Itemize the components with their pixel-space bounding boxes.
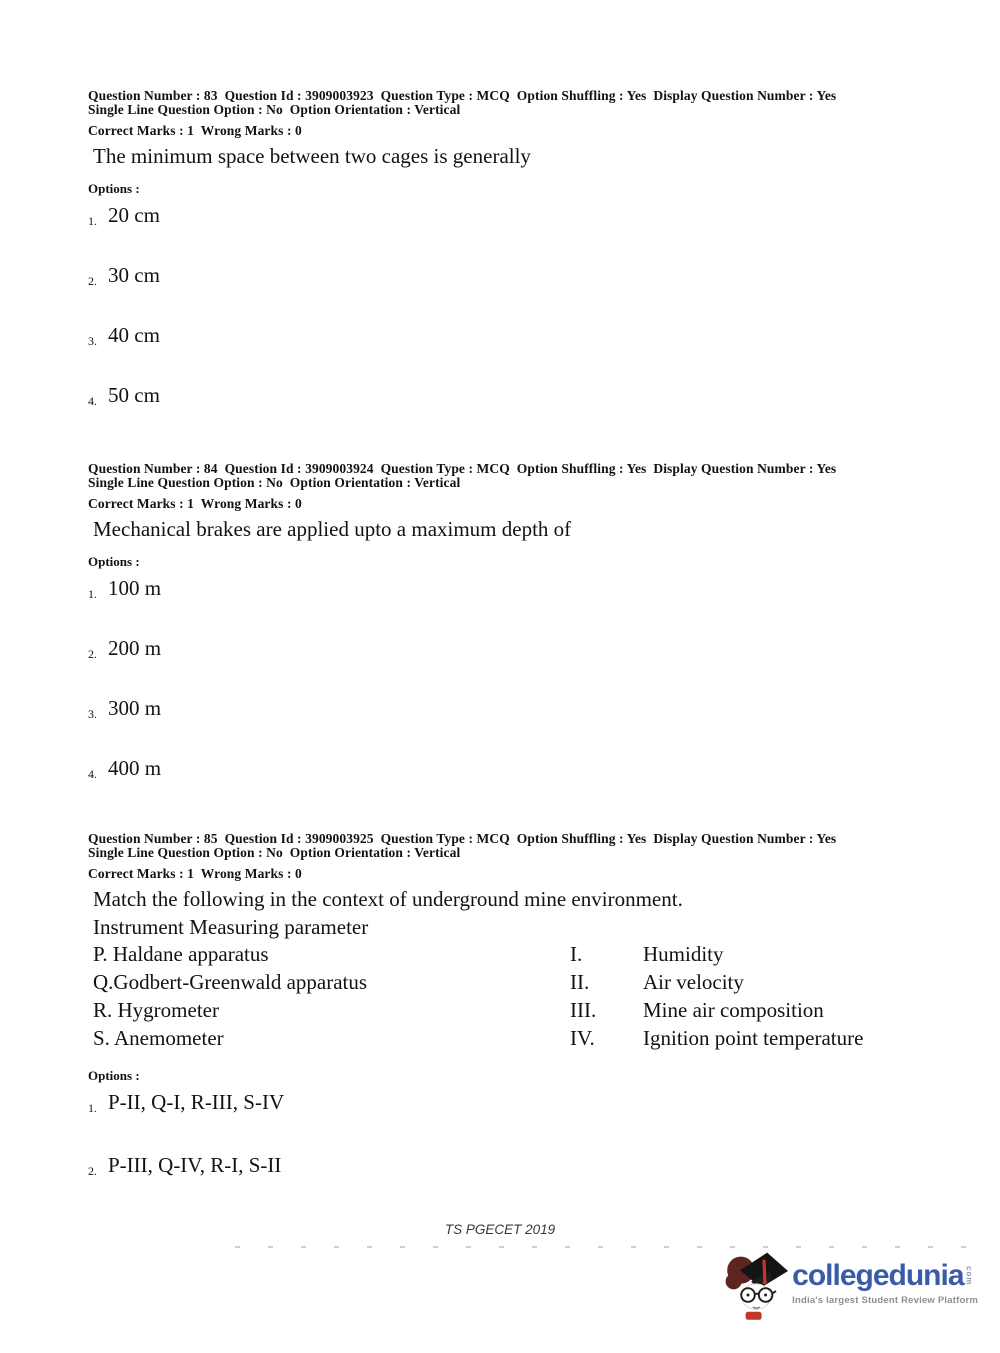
question-block-85 [88, 832, 940, 1179]
option-text: 200 m [108, 636, 162, 660]
logo-text-block [792, 1260, 978, 1306]
match-instrument: R. Hygrometer [93, 998, 219, 1022]
option-text: 100 m [108, 576, 162, 600]
match-roman-numeral: II. [570, 970, 590, 994]
footer-exam-title: TS PGECET 2019 [444, 1222, 556, 1237]
page-content [88, 89, 940, 1179]
question-meta-line2: Single Line Question Option : No Option Orientation : Vertical [88, 102, 461, 117]
question-block-83 [88, 89, 940, 409]
question-block-84 [88, 462, 940, 782]
match-parameter: Air velocity [643, 970, 744, 994]
options-label: Options : [88, 181, 140, 196]
question-marks-line: Correct Marks : 1 Wrong Marks : 0 [88, 123, 302, 138]
option-row [88, 202, 940, 229]
option-number: 4. [88, 394, 97, 408]
option-text: 400 m [108, 756, 162, 780]
option-text: P-III, Q-IV, R-I, S-II [108, 1153, 282, 1177]
option-text: 300 m [108, 696, 162, 720]
match-row [88, 996, 940, 1024]
match-parameter: Ignition point temperature [643, 1026, 864, 1050]
option-number: 3. [88, 707, 97, 721]
option-number: 1. [88, 1101, 97, 1115]
brand-tld: com [964, 1266, 974, 1286]
option-number: 3. [88, 334, 97, 348]
match-roman-numeral: IV. [570, 1026, 595, 1050]
option-row [88, 382, 940, 409]
question-meta-line1: Question Number : 83 Question Id : 3909003923 Question Type : MCQ Option Shuffling : Yes Display Question Number : Yes [88, 88, 837, 103]
option-text: 50 cm [108, 383, 160, 407]
option-row [88, 695, 940, 722]
option-text: P-II, Q-I, R-III, S-IV [108, 1090, 285, 1114]
question-meta-line2: Single Line Question Option : No Option Orientation : Vertical [88, 845, 461, 860]
match-instrument: Q.Godbert-Greenwald apparatus [93, 970, 368, 994]
match-row [88, 940, 940, 968]
question-meta-line1: Question Number : 84 Question Id : 3909003924 Question Type : MCQ Option Shuffling : Yes Display Question Number : Yes [88, 461, 837, 476]
match-instrument: S. Anemometer [93, 1026, 224, 1050]
question-text: The minimum space between two cages is generally [93, 144, 531, 168]
option-text: 20 cm [108, 203, 160, 227]
option-number: 4. [88, 767, 97, 781]
option-row [88, 262, 940, 289]
match-row [88, 968, 940, 996]
question-meta-line2: Single Line Question Option : No Option Orientation : Vertical [88, 475, 461, 490]
question-text: Mechanical brakes are applied upto a maximum depth of [93, 517, 572, 541]
brand-tagline: India's largest Student Review Platform [792, 1295, 978, 1306]
brand-name: collegedunia [792, 1259, 964, 1292]
option-row [88, 322, 940, 349]
graduation-cap-icon [740, 1253, 788, 1290]
option-row [88, 1089, 940, 1116]
option-row [88, 1152, 940, 1179]
question-text: Match the following in the context of underground mine environment. [93, 887, 683, 911]
option-row [88, 575, 940, 602]
question-marks-line: Correct Marks : 1 Wrong Marks : 0 [88, 496, 302, 511]
option-number: 2. [88, 274, 97, 288]
question-meta-line1: Question Number : 85 Question Id : 3909003925 Question Type : MCQ Option Shuffling : Yes Display Question Number : Yes [88, 831, 837, 846]
match-roman-numeral: III. [570, 998, 597, 1022]
options-label: Options : [88, 1068, 140, 1083]
option-number: 1. [88, 587, 97, 601]
option-text: 40 cm [108, 323, 160, 347]
match-roman-numeral: I. [570, 942, 583, 966]
mascot-icon [724, 1242, 788, 1324]
match-parameter: Humidity [643, 942, 724, 966]
match-parameter: Mine air composition [643, 998, 824, 1022]
options-label: Options : [88, 554, 140, 569]
match-row [88, 1024, 940, 1052]
shirt-shape [746, 1312, 762, 1320]
option-number: 2. [88, 647, 97, 661]
match-instrument: P. Haldane apparatus [93, 942, 269, 966]
option-row [88, 635, 940, 662]
collegedunia-logo [724, 1242, 978, 1324]
option-number: 1. [88, 214, 97, 228]
option-text: 30 cm [108, 263, 160, 287]
option-row [88, 755, 940, 782]
option-number: 2. [88, 1164, 97, 1178]
question-marks-line: Correct Marks : 1 Wrong Marks : 0 [88, 866, 302, 881]
match-table-header: Instrument Measuring parameter [93, 915, 369, 939]
